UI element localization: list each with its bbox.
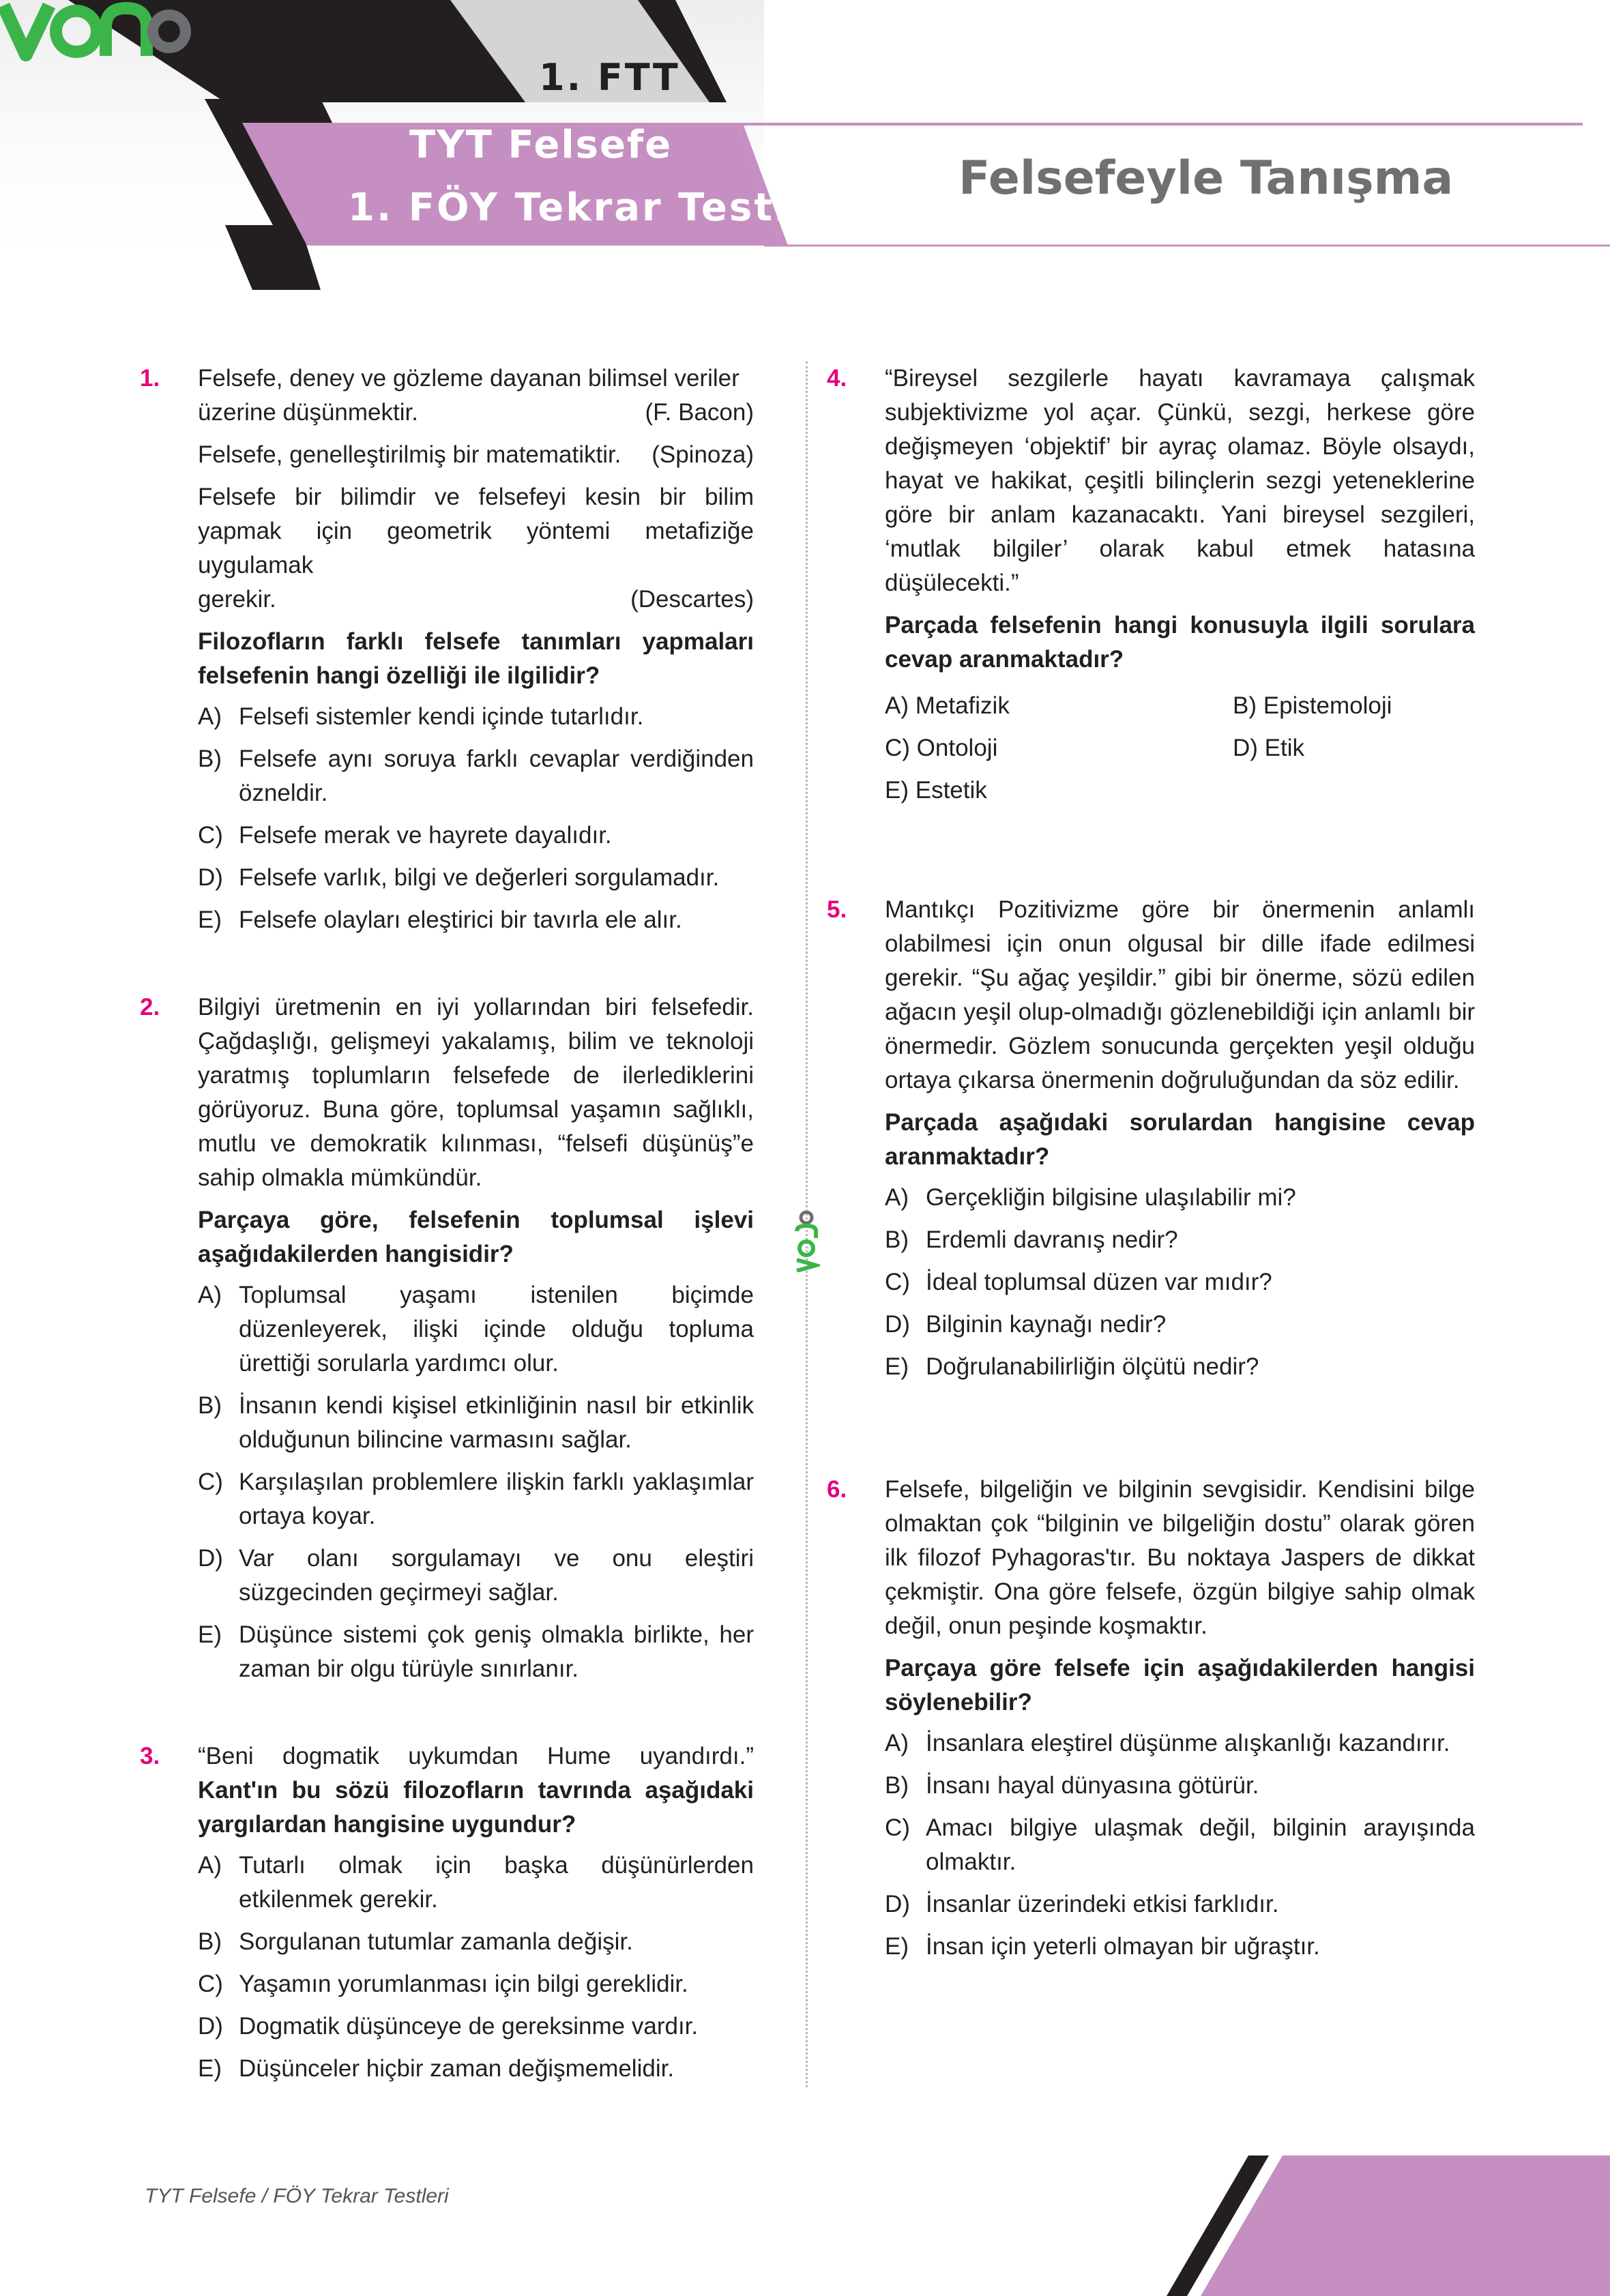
option-letter: C): [885, 1269, 910, 1295]
question-passage: Mantıkçı Pozitivizme göre bir önermenin anlamlı olabilmesi için onun olgusal bir dille ifade edilmesi gerekir. “Şu ağaç yeşildir.” gibi bir önerme, sözü edilen ağacın yeşil olup-olmadığı gözlenebildiği için anlamlı bir önermedir. Gözlem sonucunda gerçekten yeşil olduğu ortaya çıkarsa önermenin doğruluğundan da söz edilir.: [885, 896, 1475, 1093]
answer-option-b[interactable]: [198, 1389, 754, 1457]
option-letter: B): [198, 1928, 222, 1955]
option-letter: A): [885, 1730, 909, 1756]
quote-paragraph: Felsefe bir bilimdir ve felsefeyi kesin bir bilim yapmak için geometrik yöntemi metafiziğe uygulamak: [198, 484, 754, 578]
option-text: Amacı bilgiye ulaşmak değil, bilginin arayışında olmaktır.: [926, 1814, 1475, 1875]
answer-option-a[interactable]: [198, 700, 754, 734]
option-letter: A): [885, 1184, 909, 1211]
option-text: Tutarlı olmak için başka düşünürlerden etkilenmek gerekir.: [239, 1852, 754, 1913]
answer-option-e[interactable]: [198, 1618, 754, 1686]
test-number: 1. FTT: [539, 56, 680, 99]
answer-option-d[interactable]: [885, 1308, 1475, 1342]
question-4: [827, 362, 1475, 808]
question-number: 5.: [827, 896, 847, 923]
answer-option-e[interactable]: [885, 1350, 1475, 1384]
answer-option-b[interactable]: [885, 1769, 1475, 1803]
option-text: Felsefe aynı soruya farklı cevaplar verdiğinden özneldir.: [239, 746, 754, 806]
option-text: Erdemli davranış nedir?: [926, 1226, 1178, 1253]
page-header: [0, 0, 1610, 293]
question-number: 2.: [140, 994, 160, 1020]
option-text: Dogmatik düşünceye de gereksinme vardır.: [239, 2013, 699, 2040]
option-text: İnsanlar üzerindeki etkisi farklıdır.: [926, 1891, 1279, 1917]
option-text: Estetik: [915, 777, 987, 804]
right-column: [827, 362, 1475, 1972]
vono-side-logo: [793, 1211, 820, 1272]
answer-option-d[interactable]: [198, 861, 754, 895]
option-letter: E): [198, 2055, 222, 2082]
option-letter: B): [1233, 692, 1257, 719]
option-letter: E): [885, 777, 909, 804]
question-1: [140, 362, 754, 937]
option-text: İnsanın kendi kişisel etkinliğinin nasıl bir etkinlik olduğunun bilincine varmasını sağlar.: [239, 1392, 754, 1453]
option-letter: D): [885, 1311, 910, 1338]
option-letter: D): [198, 1545, 223, 1572]
quote-source: (F. Bacon): [645, 399, 754, 426]
option-letter: B): [885, 1772, 909, 1799]
question-5: [827, 893, 1475, 1384]
answer-option-d[interactable]: [198, 1542, 754, 1610]
answer-option-a[interactable]: [198, 1849, 754, 1917]
answer-option-a[interactable]: [885, 1181, 1475, 1215]
answer-option-e[interactable]: [198, 2052, 754, 2086]
option-letter: C): [198, 1469, 223, 1495]
option-text: İnsan için yeterli olmayan bir uğraştır.: [926, 1933, 1320, 1960]
question-2: [140, 990, 754, 1686]
answer-option-d[interactable]: [885, 1887, 1475, 1922]
question-number: 3.: [140, 1743, 160, 1769]
option-text: Ontoloji: [916, 735, 998, 761]
option-letter: B): [198, 1392, 222, 1419]
question-passage: “Bireysel sezgilerle hayatı kavramaya çalışmak subjektivizme yol açar. Çünkü, sezgi, herkese göre değişmeyen ‘objektif’ bir ayraç olamaz. Böyle olsaydı, hayat ve hakikat, çeşitli bilinçlerin sezgi yeteneklerine göre bir anlam kazanacaktı. Yani bireysel sezgileri, ‘mutlak bilgiler’ olarak kabul etmek hatasına düşülecekti.”: [885, 365, 1475, 596]
option-letter: D): [198, 864, 223, 891]
option-letter: A): [885, 692, 909, 719]
answer-option-b[interactable]: [1233, 689, 1506, 723]
option-text: Düşünceler hiçbir zaman değişmemelidir.: [239, 2055, 675, 2082]
option-text: Toplumsal yaşamı istenilen biçimde düzenleyerek, ilişki içinde olduğu topluma ürettiği sorularla yardımcı olur.: [239, 1282, 754, 1377]
question-stem: Parçada aşağıdaki sorulardan hangisine cevap aranmaktadır?: [885, 1109, 1475, 1170]
option-letter: E): [198, 907, 222, 933]
quote-continuation: üzerine düşünmektir.: [198, 399, 418, 426]
answer-option-b[interactable]: [198, 1925, 754, 1959]
option-text: Yaşamın yorumlanması için bilgi gereklidir.: [239, 1971, 688, 1997]
answer-option-a[interactable]: [198, 1278, 754, 1381]
option-letter: D): [1233, 735, 1258, 761]
quote-source: (Descartes): [630, 586, 754, 613]
option-letter: E): [198, 1621, 222, 1648]
option-text: Karşılaşılan problemlere ilişkin farklı yaklaşımlar ortaya koyar.: [239, 1469, 754, 1529]
answer-option-d[interactable]: [198, 2010, 754, 2044]
subject-title: TYT Felsefe: [409, 123, 673, 167]
question-passage: Felsefe, bilgeliğin ve bilginin sevgisidir. Kendisini bilge olmaktan çok “bilginin ve bilgeliğin dostu” olarak gören ilk filozof Pyhagoras'tır. Bu noktaya Jaspers de dikkat çekmiştir. Ona göre felsefe, özgün bilgiye sahip olmak değil, onun peşinde koşmaktır.: [885, 1476, 1475, 1639]
option-text: İnsanı hayal dünyasına götürür.: [926, 1772, 1259, 1799]
answer-option-a[interactable]: [885, 689, 1233, 723]
answer-option-c[interactable]: [198, 1967, 754, 2001]
question-stem: Kant'ın bu sözü filozofların tavrında aşağıdaki yargılardan hangisine uygundur?: [198, 1777, 754, 1838]
option-text: İdeal toplumsal düzen var mıdır?: [926, 1269, 1272, 1295]
option-text: İnsanlara eleştirel düşünme alışkanlığı kazandırır.: [926, 1730, 1450, 1756]
option-text: Felsefe olayları eleştirici bir tavırla ele alır.: [239, 907, 682, 933]
vono-logo: [0, 0, 191, 61]
answer-option-c[interactable]: [885, 1265, 1475, 1299]
unit-title: Felsefeyle Tanışma: [958, 151, 1454, 205]
question-stem: Filozofların farklı felsefe tanımları yapmaları felsefenin hangi özelliği ile ilgilidir?: [198, 628, 754, 689]
quote-paragraph: Felsefe, genelleştirilmiş bir matematiktir.: [198, 441, 621, 468]
left-column: [140, 362, 754, 2094]
quote-source: (Spinoza): [652, 441, 754, 468]
option-text: Etik: [1264, 735, 1305, 761]
option-text: Var olanı sorgulamayı ve onu eleştiri süzgecinden geçirmeyi sağlar.: [239, 1545, 754, 1606]
answer-option-e[interactable]: [885, 1930, 1475, 1964]
footer-decoration: [1160, 2155, 1610, 2296]
question-stem: Parçada felsefenin hangi konusuyla ilgili sorulara cevap aranmaktadır?: [885, 612, 1475, 673]
option-text: Felsefe merak ve hayrete dayalıdır.: [239, 822, 612, 849]
footer-text: TYT Felsefe / FÖY Tekrar Testleri: [145, 2185, 449, 2207]
option-letter: D): [885, 1891, 910, 1917]
option-letter: B): [885, 1226, 909, 1253]
option-text: Gerçekliğin bilgisine ulaşılabilir mi?: [926, 1184, 1296, 1211]
option-letter: C): [198, 1971, 223, 1997]
option-text: Sorgulanan tutumlar zamanla değişir.: [239, 1928, 633, 1955]
option-text: Epistemoloji: [1263, 692, 1392, 719]
question-number: 6.: [827, 1476, 847, 1503]
question-passage: Bilgiyi üretmenin en iyi yollarından biri felsefedir. Çağdaşlığı, gelişmeyi yakalamış, bilim ve teknoloji yaratmış toplumların felsefede de ilerlediklerini görüyoruz. Buna göre, toplumsal yaşamın sağlıklı, mutlu ve demokratik kılınması, “felsefi düşünüş”e sahip olmakla mümkündür.: [198, 994, 754, 1191]
answer-option-a[interactable]: [885, 1726, 1475, 1761]
answer-option-c[interactable]: [198, 819, 754, 853]
question-6: [827, 1473, 1475, 1964]
option-letter: A): [198, 703, 222, 730]
option-text: Felsefe varlık, bilgi ve değerleri sorgulamadır.: [239, 864, 720, 891]
option-letter: C): [885, 1814, 910, 1841]
answer-option-b[interactable]: [198, 742, 754, 810]
option-text: Düşünce sistemi çok geniş olmakla birlikte, her zaman bir olgu türüyle sınırlanır.: [239, 1621, 754, 1682]
option-letter: A): [198, 1852, 222, 1879]
option-text: Doğrulanabilirliğin ölçütü nedir?: [926, 1353, 1259, 1380]
option-letter: A): [198, 1282, 222, 1308]
answer-option-c[interactable]: [885, 731, 1233, 765]
option-letter: B): [198, 746, 222, 772]
option-text: Felsefi sistemler kendi içinde tutarlıdır.: [239, 703, 644, 730]
option-text: Metafizik: [915, 692, 1010, 719]
option-letter: E): [885, 1353, 909, 1380]
answer-option-b[interactable]: [885, 1223, 1475, 1257]
option-letter: C): [885, 735, 910, 761]
answer-option-e[interactable]: [198, 903, 754, 937]
question-3: [140, 1739, 754, 2086]
question-quote: “Beni dogmatik uykumdan Hume uyandırdı.”: [198, 1743, 754, 1769]
quote-paragraph: Felsefe, deney ve gözleme dayanan bilimsel veriler: [198, 365, 740, 392]
question-stem: Parçaya göre, felsefenin toplumsal işlevi aşağıdakilerden hangisidir?: [198, 1207, 754, 1267]
option-letter: D): [198, 2013, 223, 2040]
option-letter: E): [885, 1933, 909, 1960]
quote-continuation: gerekir.: [198, 586, 276, 613]
answer-option-c[interactable]: [198, 1465, 754, 1533]
answer-option-c[interactable]: [885, 1811, 1475, 1879]
header-decoration: [0, 0, 1610, 293]
option-text: Bilginin kaynağı nedir?: [926, 1311, 1167, 1338]
test-subtitle: 1. FÖY Tekrar Testi: [348, 186, 790, 230]
question-number: 1.: [140, 365, 160, 392]
question-stem: Parçaya göre felsefe için aşağıdakilerden hangisi söylenebilir?: [885, 1655, 1475, 1716]
option-letter: C): [198, 822, 223, 849]
answer-option-e[interactable]: [885, 774, 1233, 808]
answer-option-d[interactable]: [1233, 731, 1506, 765]
question-number: 4.: [827, 365, 847, 392]
